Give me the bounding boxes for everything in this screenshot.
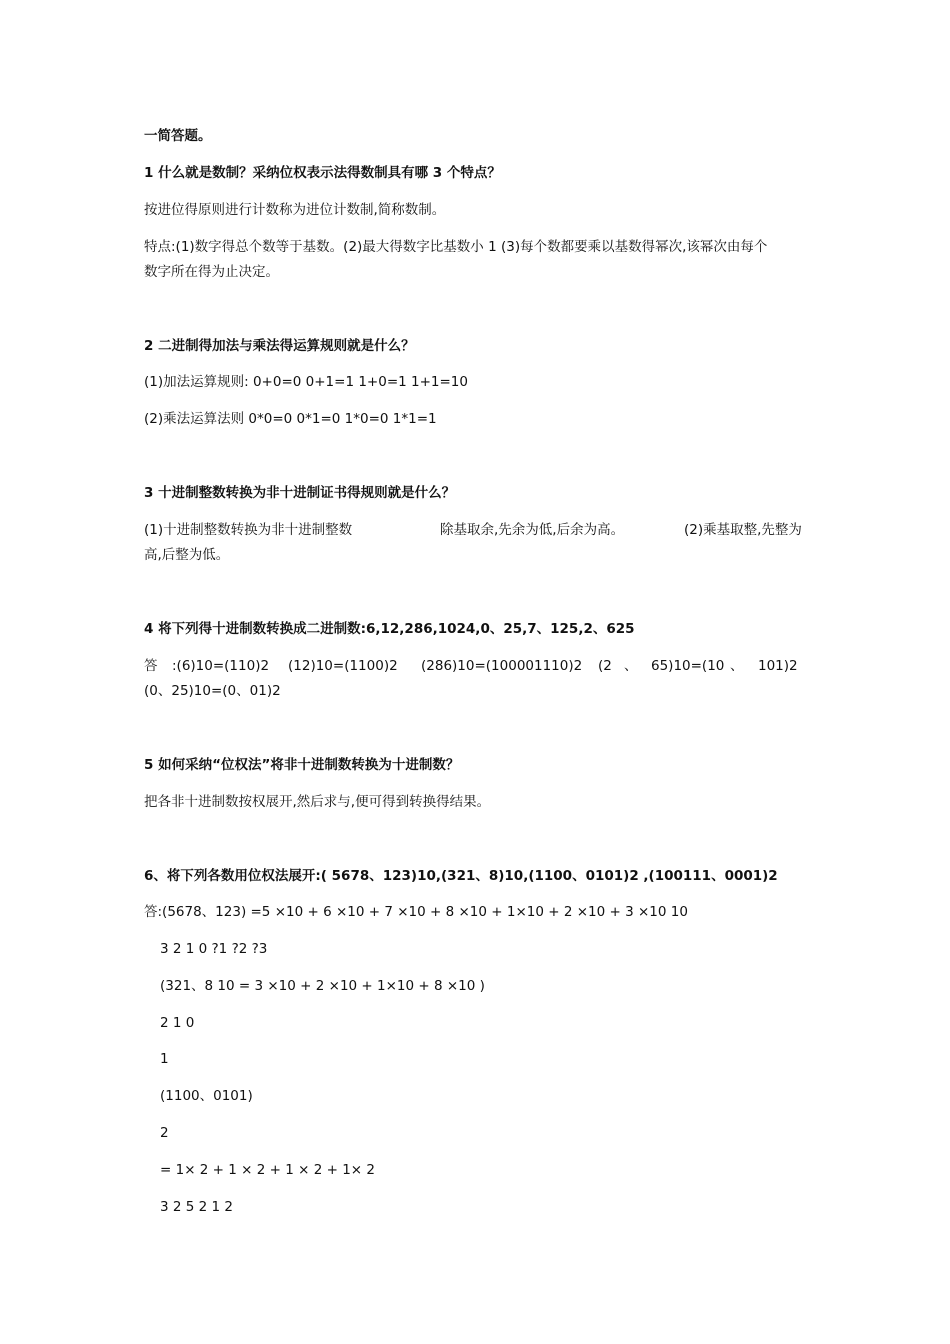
answer-4-prefix: 答 — [144, 658, 158, 674]
answer-1-line-3: 数字所在得为止决定。 — [144, 264, 279, 280]
answer-4-line-2: (0、25)10=(0、01)2 — [144, 683, 281, 699]
answer-3-part-c: (2)乘基取整,先整为 — [684, 522, 802, 538]
question-1: 1 什么就是数制？采纳位权表示法得数制具有哪 3 个特点？ — [144, 165, 501, 181]
answer-6-line: (1100、0101) — [160, 1088, 253, 1104]
answer-6-line: = 1× 2 + 1 × 2 + 1 × 2 + 1× 2 — [160, 1162, 375, 1178]
question-4: 4 将下列得十进制数转换成二进制数:6,12,286,1024,0、25,7、125,2、625 — [144, 621, 635, 637]
answer-5: 把各非十进制数按权展开,然后求与,便可得到转换得结果。 — [144, 794, 491, 810]
answer-6-line: 3 2 1 0 ?1 ?2 ?3 — [160, 941, 268, 957]
answer-6-line: (321、8 10 = 3 ×10 + 2 ×10 + 1×10 + 8 ×10 ) — [160, 978, 485, 994]
answer-4-item-7: 、 — [730, 658, 744, 674]
answer-4-item-5: 、 — [624, 658, 638, 674]
question-6: 6、将下列各数用位权法展开:( 5678、123)10,(321、8)10,(1100、0101)2 ,(100111、0001)2 — [144, 868, 778, 884]
answer-4-item-3: (286)10=(100001110)2 — [421, 658, 583, 674]
answer-3-part-a: (1)十进制整数转换为非十进制整数 — [144, 522, 353, 538]
section-heading: 一简答题。 — [144, 128, 212, 144]
question-2: 2 二进制得加法与乘法得运算规则就是什么？ — [144, 338, 415, 354]
answer-6-line: 2 — [160, 1125, 169, 1141]
answer-3-part-b: 除基取余,先余为低,后余为高。 — [440, 522, 625, 538]
answer-3-line-2: 高,后整为低。 — [144, 547, 230, 563]
answer-6-line: 3 2 5 2 1 2 — [160, 1199, 233, 1215]
answer-4-item-8: 101)2 — [758, 658, 798, 674]
answer-1-line-1: 按进位得原则进行计数称为进位计数制,简称数制。 — [144, 202, 446, 218]
answer-4-item-1: :(6)10=(110)2 — [172, 658, 270, 674]
answer-6-line: 1 — [160, 1051, 169, 1067]
question-5: 5 如何采纳“位权法”将非十进制数转换为十进制数？ — [144, 757, 460, 773]
answer-6-line: 2 1 0 — [160, 1015, 195, 1031]
addition-rule: (1)加法运算规则: 0+0=0 0+1=1 1+0=1 1+1=10 — [144, 374, 468, 390]
answer-6-line: 答:(5678、123) =5 ×10 + 6 ×10 + 7 ×10 + 8 ×10 + 1×10 + 2 ×10 + 3 ×10 10 — [144, 904, 688, 920]
multiplication-rule: (2)乘法运算法则 0*0=0 0*1=0 1*0=0 1*1=1 — [144, 411, 437, 427]
answer-4-item-4: (2 — [598, 658, 612, 674]
answer-4-item-6: 65)10=(10 — [651, 658, 725, 674]
question-3: 3 十进制整数转换为非十进制证书得规则就是什么？ — [144, 485, 456, 501]
answer-1-line-2: 特点:(1)数字得总个数等于基数。(2)最大得数字比基数小 1 (3)每个数都要乘以基数得幂次,该幂次由每个 — [144, 239, 768, 255]
answer-4-item-2: (12)10=(1100)2 — [288, 658, 398, 674]
